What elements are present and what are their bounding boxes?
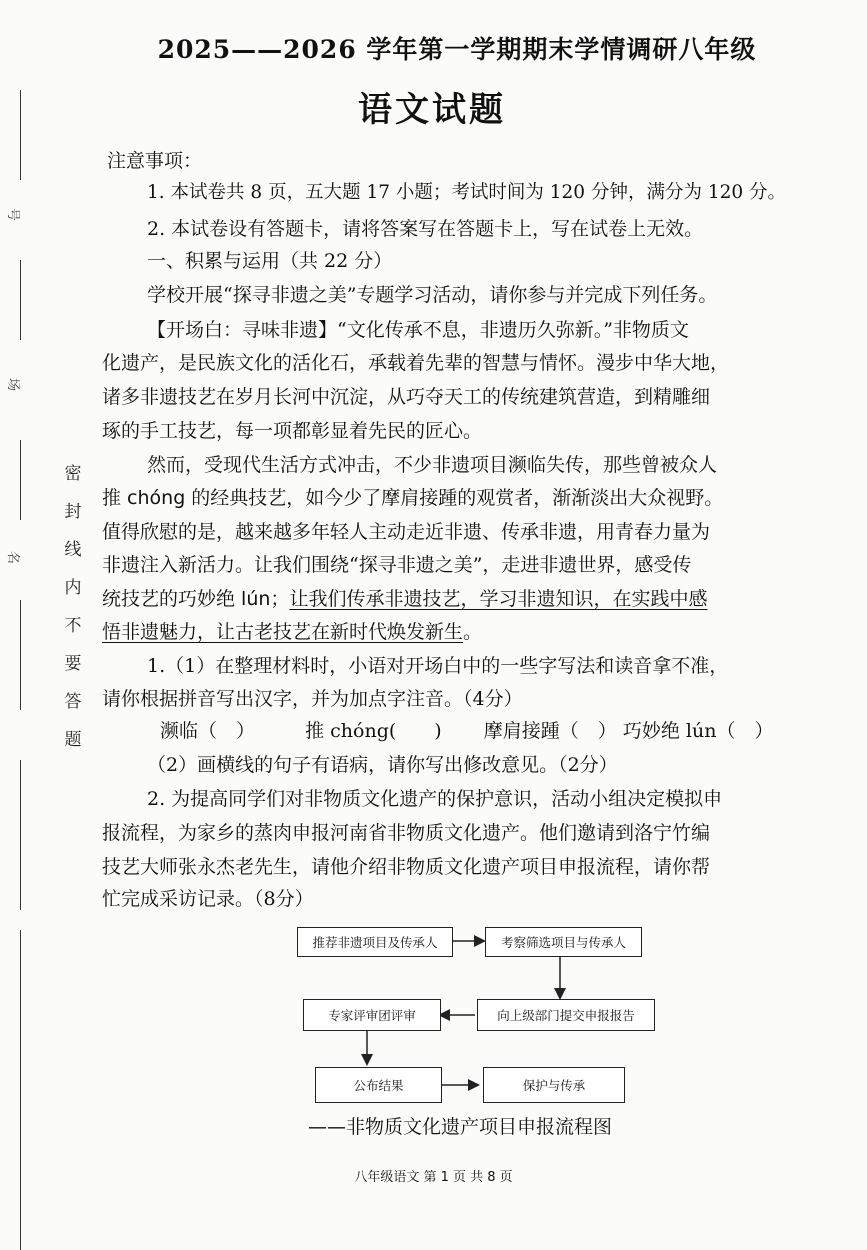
page-footer: 八年级语文 第 1 页 共 8 页 bbox=[354, 1170, 513, 1185]
flow-node-publish: 公布结果 bbox=[315, 1067, 442, 1103]
subject-title: 语文试题 bbox=[358, 90, 506, 130]
underlined-sentence: 悟非遗魅力，让古老技艺在新时代焕发新生 bbox=[102, 621, 464, 643]
passage-line: 非遗注入新活力。让我们围绕“探寻非遗之美”，走进非遗世界，感受传 bbox=[102, 554, 692, 576]
margin-rule bbox=[20, 260, 21, 340]
passage-line: 然而，受现代生活方式冲击，不少非遗项目濒临失传，那些曾被众人 bbox=[147, 454, 718, 476]
seal-line-notice: 密 封 线 内 不 要 答 题 bbox=[64, 464, 82, 750]
blank-lun[interactable]: 巧妙绝 lún（ ） bbox=[622, 720, 774, 742]
flowchart bbox=[295, 915, 655, 1115]
margin-rule bbox=[20, 760, 21, 910]
margin-label-room: 场 bbox=[5, 377, 21, 392]
passage-line: 值得欣慰的是，越来越多年轻人主动走近非遗、传承非遗，用青春力量为 bbox=[102, 521, 711, 543]
pinyin-lun: lún bbox=[241, 588, 271, 610]
flow-node-review: 专家评审团评审 bbox=[303, 999, 441, 1031]
answer-blanks bbox=[160, 720, 773, 742]
passage-line: 琢的手工技艺，每一项都彰显着先民的匠心。 bbox=[102, 420, 483, 442]
passage-line: 推 chóng 的经典技艺，如今少了摩肩接踵的观赏者，渐渐淡出大众视野。 bbox=[102, 487, 724, 509]
flow-node-protect: 保护与传承 bbox=[483, 1067, 625, 1103]
flow-node-submit: 向上级部门提交申报报告 bbox=[477, 999, 655, 1031]
note-item: 2. 本试卷设有答题卡，请将答案写在答题卡上，写在试卷上无效。 bbox=[147, 218, 704, 240]
passage-line: 悟非遗魅力，让古老技艺在新时代焕发新生。 bbox=[102, 621, 483, 643]
flowchart-caption: ——非物质文化遗产项目申报流程图 bbox=[308, 1116, 613, 1138]
passage-line: 统技艺的巧妙绝 lún；让我们传承非遗技艺，学习非遗知识，在实践中感 bbox=[102, 588, 708, 610]
question-2: 报流程，为家乡的蒸肉申报河南省非物质文化遗产。他们邀请到洛宁竹编 bbox=[102, 822, 711, 844]
question-1: 1.（1）在整理材料时，小语对开场白中的一些字写法和读音拿不准， bbox=[147, 655, 729, 677]
passage-line: 化遗产，是民族文化的活化石，承载着先辈的智慧与情怀。漫步中华大地， bbox=[102, 352, 730, 374]
blank-jiezhong[interactable]: 摩肩接踵（ ） bbox=[483, 720, 617, 742]
blank-binlin[interactable]: 濒临（ ） bbox=[160, 720, 256, 742]
passage-line: 诸多非遗技艺在岁月长河中沉淀，从巧夺天工的传统建筑营造，到精雕细 bbox=[102, 386, 711, 408]
margin-rule bbox=[20, 600, 21, 710]
passage-line: 【开场白：寻味非遗】“文化传承不息，非遗历久弥新。”非物质文 bbox=[147, 319, 689, 341]
question-2: 技艺大师张永杰老先生，请他介绍非物质文化遗产项目申报流程，请你帮 bbox=[102, 856, 711, 878]
section-title: 一、积累与运用（共 22 分） bbox=[147, 250, 393, 272]
underlined-sentence: 让我们传承非遗技艺，学习非遗知识，在实践中感 bbox=[289, 588, 708, 610]
margin-label-name: 名 bbox=[5, 550, 21, 565]
question-1: 请你根据拼音写出汉字，并为加点字注音。（4分） bbox=[102, 688, 523, 710]
pinyin-chong: chóng bbox=[127, 487, 186, 509]
question-2: 忙完成采访记录。（8分） bbox=[102, 888, 314, 910]
margin-rule bbox=[20, 930, 21, 1250]
flow-node-inspect: 考察筛选项目与传承人 bbox=[485, 927, 642, 957]
note-item: 1. 本试卷共 8 页，五大题 17 小题；考试时间为 120 分钟，满分为 120 分。 bbox=[147, 182, 787, 203]
flow-node-recommend: 推荐非遗项目及传承人 bbox=[297, 927, 453, 957]
blank-chong[interactable]: 推 chóng( ) bbox=[305, 720, 442, 742]
question-1-part2: （2）画横线的句子有语病，请你写出修改意见。（2分） bbox=[147, 754, 618, 776]
exam-title: 2025——2026 学年第一学期期末学情调研八年级 bbox=[157, 35, 757, 64]
margin-label-number: 号 bbox=[5, 207, 21, 222]
question-2: 2. 为提高同学们对非物质文化遗产的保护意识，活动小组决定模拟申 bbox=[147, 788, 723, 810]
notes-heading: 注意事项： bbox=[107, 150, 203, 172]
margin-rule bbox=[20, 440, 21, 520]
binding-margin bbox=[0, 0, 62, 1228]
margin-rule bbox=[20, 90, 21, 180]
section-intro: 学校开展“探寻非遗之美”专题学习活动，请你参与并完成下列任务。 bbox=[147, 284, 718, 306]
